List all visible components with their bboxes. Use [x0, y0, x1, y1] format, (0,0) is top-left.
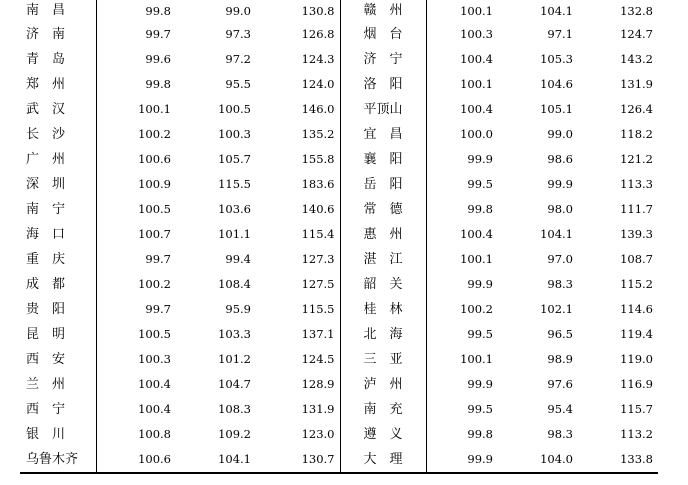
index-base-left: 123.0	[256, 422, 340, 447]
city-name-left: 贵 阳	[20, 297, 96, 322]
index-base-left: 115.5	[256, 297, 340, 322]
index-yoy-left: 97.2	[225, 52, 251, 66]
index-mom-right: 100.2	[460, 302, 493, 316]
table-row	[20, 422, 658, 447]
index-base-left: 140.6	[256, 197, 340, 222]
index-yoy-right: 99.0	[547, 127, 573, 141]
index-yoy-left: 109.2	[218, 427, 251, 441]
index-base-left: 124.5	[256, 347, 340, 372]
table-row	[20, 372, 658, 397]
city-name-left: 成 都	[20, 272, 96, 297]
city-name-right: 北 海	[340, 322, 426, 347]
city-name-left: 深 圳	[20, 172, 96, 197]
table-row	[20, 222, 658, 247]
index-mom-left: 99.6	[145, 52, 171, 66]
index-yoy-right: 96.5	[547, 327, 573, 341]
city-name-right: 宜 昌	[340, 122, 426, 147]
index-yoy-right: 105.1	[540, 102, 573, 116]
index-base-right: 116.9	[620, 377, 653, 391]
index-mom-right: 99.8	[467, 427, 493, 441]
city-name-left: 西 安	[20, 347, 96, 372]
index-mom-left: 100.8	[138, 427, 171, 441]
index-yoy-left: 103.3	[218, 327, 251, 341]
index-base-left: 115.4	[256, 222, 340, 247]
table-row	[20, 297, 658, 322]
index-yoy-left: 104.7	[218, 377, 251, 391]
index-mom-right: 100.4	[460, 102, 493, 116]
index-mom-left: 100.5	[138, 202, 171, 216]
index-base-left: 130.7	[256, 447, 340, 473]
city-name-right: 遵 义	[340, 422, 426, 447]
table-row	[20, 22, 658, 47]
city-name-left: 西 宁	[20, 397, 96, 422]
city-name-right: 岳 阳	[340, 172, 426, 197]
index-base-left: 126.8	[256, 22, 340, 47]
city-name-right: 烟 台	[340, 22, 426, 47]
index-yoy-left: 99.0	[225, 4, 251, 18]
table-row	[20, 122, 658, 147]
city-name-left: 青 岛	[20, 47, 96, 72]
index-yoy-left: 103.6	[218, 202, 251, 216]
index-mom-right: 99.9	[467, 152, 493, 166]
city-name-left: 南 宁	[20, 197, 96, 222]
table-row	[20, 322, 658, 347]
city-name-right: 襄 阳	[340, 147, 426, 172]
index-base-left: 155.8	[256, 147, 340, 172]
index-yoy-left: 100.5	[218, 102, 251, 116]
index-base-right: 124.7	[620, 27, 653, 41]
index-mom-right: 100.3	[460, 27, 493, 41]
index-yoy-left: 104.1	[176, 447, 256, 473]
index-mom-left: 100.2	[138, 277, 171, 291]
index-base-right: 118.2	[620, 127, 653, 141]
index-mom-right: 99.9	[426, 447, 498, 473]
index-base-right: 121.2	[620, 152, 653, 166]
table-row	[20, 347, 658, 372]
index-yoy-right: 98.3	[547, 427, 573, 441]
table-row	[20, 247, 658, 272]
index-base-right: 114.6	[620, 302, 653, 316]
index-base-right: 113.3	[620, 177, 653, 191]
index-yoy-left: 105.7	[218, 152, 251, 166]
index-mom-left: 99.8	[145, 77, 171, 91]
index-mom-left: 100.1	[138, 102, 171, 116]
index-base-right: 132.8	[620, 4, 653, 18]
index-mom-left: 99.7	[145, 252, 171, 266]
index-mom-left: 100.6	[138, 152, 171, 166]
index-yoy-left: 108.4	[218, 277, 251, 291]
city-name-left: 兰 州	[20, 372, 96, 397]
index-base-left: 124.0	[256, 72, 340, 97]
city-name-left: 昆 明	[20, 322, 96, 347]
table-row	[20, 97, 658, 122]
index-mom-right: 99.8	[467, 202, 493, 216]
index-mom-right: 100.4	[460, 52, 493, 66]
city-name-left: 银 川	[20, 422, 96, 447]
city-name-right: 济 宁	[340, 47, 426, 72]
index-mom-right: 100.1	[460, 252, 493, 266]
index-base-right: 113.2	[620, 427, 653, 441]
index-yoy-left: 99.4	[225, 252, 251, 266]
index-yoy-right: 105.3	[540, 52, 573, 66]
table-row	[20, 397, 658, 422]
index-base-left: 131.9	[256, 397, 340, 422]
index-yoy-right: 98.0	[547, 202, 573, 216]
index-yoy-left: 101.1	[218, 227, 251, 241]
index-base-left: 130.8	[256, 0, 340, 22]
city-name-right: 泸 州	[340, 372, 426, 397]
index-base-right: 131.9	[620, 77, 653, 91]
index-base-left: 137.1	[256, 322, 340, 347]
index-yoy-right: 104.0	[498, 447, 578, 473]
city-name-left: 广 州	[20, 147, 96, 172]
index-yoy-right: 97.6	[547, 377, 573, 391]
city-name-right: 惠 州	[340, 222, 426, 247]
city-name-right: 三 亚	[340, 347, 426, 372]
city-name-left: 武 汉	[20, 97, 96, 122]
index-mom-left: 100.4	[138, 402, 171, 416]
index-yoy-left: 95.9	[225, 302, 251, 316]
index-mom-right: 99.5	[467, 402, 493, 416]
index-mom-left: 100.2	[138, 127, 171, 141]
index-yoy-right: 95.4	[547, 402, 573, 416]
city-name-right: 南 充	[340, 397, 426, 422]
city-name-left: 长 沙	[20, 122, 96, 147]
city-name-right: 平顶山	[340, 97, 426, 122]
index-yoy-left: 100.3	[218, 127, 251, 141]
index-yoy-left: 97.3	[225, 27, 251, 41]
table-row	[20, 0, 658, 22]
city-name-left: 南 昌	[20, 0, 96, 22]
index-mom-left: 99.7	[145, 302, 171, 316]
city-name-left: 重 庆	[20, 247, 96, 272]
city-name-left: 济 南	[20, 22, 96, 47]
index-yoy-right: 104.1	[540, 4, 573, 18]
city-name-left: 郑 州	[20, 72, 96, 97]
index-mom-left: 100.9	[138, 177, 171, 191]
index-base-left: 146.0	[256, 97, 340, 122]
city-name-right: 湛 江	[340, 247, 426, 272]
table-row	[20, 172, 658, 197]
table-row	[20, 72, 658, 97]
table-body	[20, 0, 658, 473]
city-name-right: 赣 州	[340, 0, 426, 22]
index-yoy-right: 99.9	[547, 177, 573, 191]
index-mom-right: 100.1	[460, 352, 493, 366]
index-base-right: 133.8	[578, 447, 658, 473]
index-mom-left: 100.5	[138, 327, 171, 341]
city-name-right: 洛 阳	[340, 72, 426, 97]
index-mom-left: 100.7	[138, 227, 171, 241]
index-base-left: 183.6	[256, 172, 340, 197]
index-yoy-right: 98.9	[547, 352, 573, 366]
city-name-right: 常 德	[340, 197, 426, 222]
index-mom-right: 100.4	[460, 227, 493, 241]
index-base-right: 115.2	[620, 277, 653, 291]
index-yoy-right: 97.1	[547, 27, 573, 41]
index-mom-right: 100.1	[460, 4, 493, 18]
city-name-right: 大 理	[340, 447, 426, 473]
index-yoy-right: 104.1	[540, 227, 573, 241]
index-yoy-left: 95.5	[225, 77, 251, 91]
index-yoy-right: 104.6	[540, 77, 573, 91]
index-base-right: 143.2	[620, 52, 653, 66]
index-base-left: 135.2	[256, 122, 340, 147]
index-mom-right: 99.9	[467, 277, 493, 291]
index-base-right: 119.0	[620, 352, 653, 366]
index-mom-left: 99.7	[145, 27, 171, 41]
index-mom-right: 100.0	[460, 127, 493, 141]
index-mom-right: 99.9	[467, 377, 493, 391]
index-yoy-left: 108.3	[218, 402, 251, 416]
index-base-left: 127.3	[256, 247, 340, 272]
city-name-right: 韶 关	[340, 272, 426, 297]
index-base-left: 128.9	[256, 372, 340, 397]
price-index-table	[20, 0, 658, 474]
index-base-right: 126.4	[620, 102, 653, 116]
table-row	[20, 447, 658, 473]
city-name-left: 海 口	[20, 222, 96, 247]
index-base-right: 119.4	[620, 327, 653, 341]
index-yoy-right: 98.6	[547, 152, 573, 166]
city-name-right: 桂 林	[340, 297, 426, 322]
table-row	[20, 272, 658, 297]
index-base-right: 111.7	[620, 202, 653, 216]
index-mom-right: 100.1	[460, 77, 493, 91]
index-base-right: 108.7	[620, 252, 653, 266]
index-base-left: 127.5	[256, 272, 340, 297]
index-base-right: 115.7	[620, 402, 653, 416]
table-row	[20, 47, 658, 72]
index-mom-left: 100.3	[138, 352, 171, 366]
index-mom-left: 100.4	[138, 377, 171, 391]
index-mom-right: 99.5	[467, 327, 493, 341]
table-row	[20, 197, 658, 222]
index-base-left: 124.3	[256, 47, 340, 72]
index-mom-right: 99.5	[467, 177, 493, 191]
index-base-right: 139.3	[620, 227, 653, 241]
index-yoy-right: 97.0	[547, 252, 573, 266]
index-yoy-left: 101.2	[218, 352, 251, 366]
city-name-left: 乌鲁木齐	[20, 447, 96, 473]
table-row	[20, 147, 658, 172]
index-yoy-right: 98.3	[547, 277, 573, 291]
index-yoy-left: 115.5	[218, 177, 251, 191]
index-yoy-right: 102.1	[540, 302, 573, 316]
index-mom-left: 100.6	[96, 447, 176, 473]
index-mom-left: 99.8	[145, 4, 171, 18]
